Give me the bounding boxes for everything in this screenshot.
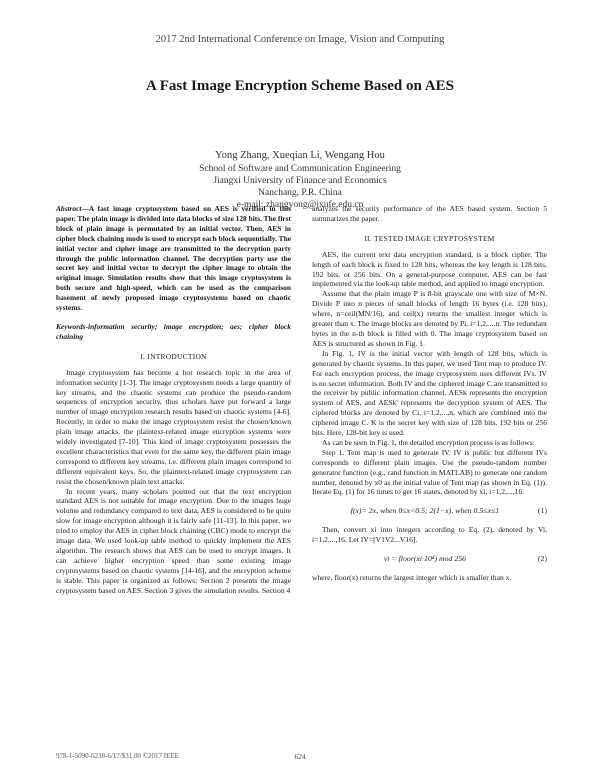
- paragraph: Assume that the plain image P is 8-bit grayscale one with size of M×N. Divide P into n pieces of small blocks of length 16 bytes (i.e. 128 bits), where, n=ceil(MN/16), and ceil(x) returns the smallest integer which is greater than x. The image blocks are denoted by Pi, i=1,2,...,n. The redundant bytes in the n-th block is filled with 0. The image cryptosystem based on AES is structured as shown in Fig. 1.: [312, 289, 547, 348]
- paragraph: In Fig. 1, IV is the initial vector with length of 128 bits, which is generated by chaotic systems. In this paper, we used Tent map to produce IV. For each encryption process, the image cryptosystem uses different IVs. IV is no secret information. Both IV and the ciphered image C are transmitted to the receiver by public information channel. AESk represents the encryption system of AES, and AESk' represents the decryption system of AES. The ciphered blocks are denoted by Ci, i=1,2,...,n, which are combined into the ciphered image C. K is the secret key with size of 128 bits, 192 bits or 256 bits. Here, 128-bit key is used.: [312, 348, 547, 438]
- author-email: e-mail: zhangyong@jxufe.edu.cn: [236, 200, 364, 210]
- equation-2: [312, 554, 547, 564]
- abstract-text: —A fast image cryptosystem based on AES is verified in this paper. The plain image is divided into data blocks of size 128 bits. The first block of plain image is permutated by an initial vector. Then, AES in cipher block chaining mode is used to encrypt each block sequentially. The initial vector and cipher image are transmitted to the decryption party through the public information channel. The decryption party use the secret key and initial vector to decrypt the cipher image to obtain the original image. Simulation results show that this image cryptosystem is both secure and high-speed, which can be used as the comparison basement of newly proposed image cryptosystems based on chaotic systems.: [56, 204, 291, 313]
- city: Nanchang, P.R. China: [258, 188, 342, 198]
- copyright-footer: 978-1-5090-6238-6/17/$31.00 ©2017 IEEE: [56, 752, 179, 760]
- paragraph: As can be seen in Fig. 1, the detailed encryption process is as follows:: [322, 437, 535, 447]
- paragraph: AES, the current text data encryption standard, is a block cipher. The length of each block is fixed to 128 bits, whereas the key length is 128 bits, 192 bits, or 256 bits. On a general-purpose computer, AES can be fast implemented via the look-up table method, and applied to image encryption.: [312, 249, 547, 289]
- equation-2-number: (2): [537, 554, 547, 564]
- equation-1-body: f(x)= 2x, when 0≤x<0.5; 2(1−x), when 0.5≤x≤1: [350, 506, 500, 516]
- author-block: [0, 150, 600, 211]
- page-number: 624: [294, 752, 306, 761]
- author-names: Yong Zhang, Xueqian Li, Wengang Hou: [215, 150, 385, 161]
- paper-title: A Fast Image Encryption Scheme Based on AES: [146, 78, 454, 94]
- paragraph: Image cryptosystem has become a hot research topic in the area of information security [1-3]. The image cryptosystem needs a large quantity of key streams, and the chaotic systems can produce the pseudo-random sequences of encryption security, thus scholars have put forward a large number of image encryption research results based on chaotic systems [4-6]. Recently, in order to make the image cryptosystem resist the chosen/known plain image attacks, the plaintext-related image encryption systems were widely investigated [7-10]. This kind of image cryptosystem possesses the excellent characteristics that even for the same key, the different plain image correspond to different key streams, i.e. different plain images correspond to different equivalent keys. So, the plaintext-related image cryptosystem can resist the chosen/known plain text attacks.: [56, 367, 291, 486]
- paragraph: In recent years, many scholars pointed out that the text encryption standard AES is not suitable for image encryption. Due to the images huge volume and redundancy compared to text data, AES is considered to be quite slow for image encryption although it is fairly safe [11-13]. In this paper, we tried to employ the AES in cipher block chaining (CBC) mode to encrypt the image data. We used look-up table method to quickly implement the AES algorithm. The research shows that AES can be used to encrypt images. It can achieve higher encryption speed than some existing image cryptosystems based on chaotic systems [14-16], and the encryption scheme is stable. This paper is organized as follows: Section 2 presents the image cryptosystem based on AES. Section 3 gives the simulation results. Section 4: [56, 486, 291, 595]
- university: Jiangxi University of Finance and Economics: [213, 176, 387, 186]
- paragraph: Step 1. Tent map is used to generate IV. IV is public but different IVs corresponds to different plain images. Use the pseudo-random number generator function (e.g., rand function in MATLAB) to generate one random number, denoted by x0 as the initial value of Tent map (as shown in Eq. (1)). Iterate Eq. (1) for 16 times to get 16 states, denoted by xi, i=1,2,...,16.: [312, 447, 547, 497]
- equation-1: [312, 506, 547, 516]
- abstract: [56, 204, 291, 313]
- paragraph: where, floor(x) returns the largest integer which is smaller than x.: [312, 573, 512, 582]
- equation-1-number: (1): [537, 506, 547, 516]
- keywords: Keywords-information security; image encryption; aes; cipher block chaining: [56, 321, 291, 341]
- equation-2-body: vi = floor(xi·10⁴) mod 256: [383, 554, 467, 564]
- conference-header: 2017 2nd International Conference on Image, Vision and Computing: [155, 34, 445, 45]
- right-column: [312, 204, 547, 583]
- paragraph: analyzes the security performance of the AES based system. Section 5 summarizes the paper.: [312, 204, 547, 223]
- abstract-label: Abstract: [56, 204, 82, 213]
- section-heading-introduction: I. INTRODUCTION: [140, 351, 207, 361]
- affiliation: School of Software and Communication Engineering: [199, 164, 401, 174]
- section-heading-tested-cryptosystem: II. TESTED IMAGE CRYPTOSYSTEM: [364, 233, 495, 243]
- paragraph: Then, convert xi into integers according to Eq. (2), denoted by Vi, i=1,2,...,16. Let IV=[V1V2...V16].: [312, 525, 547, 545]
- left-column: [56, 204, 291, 596]
